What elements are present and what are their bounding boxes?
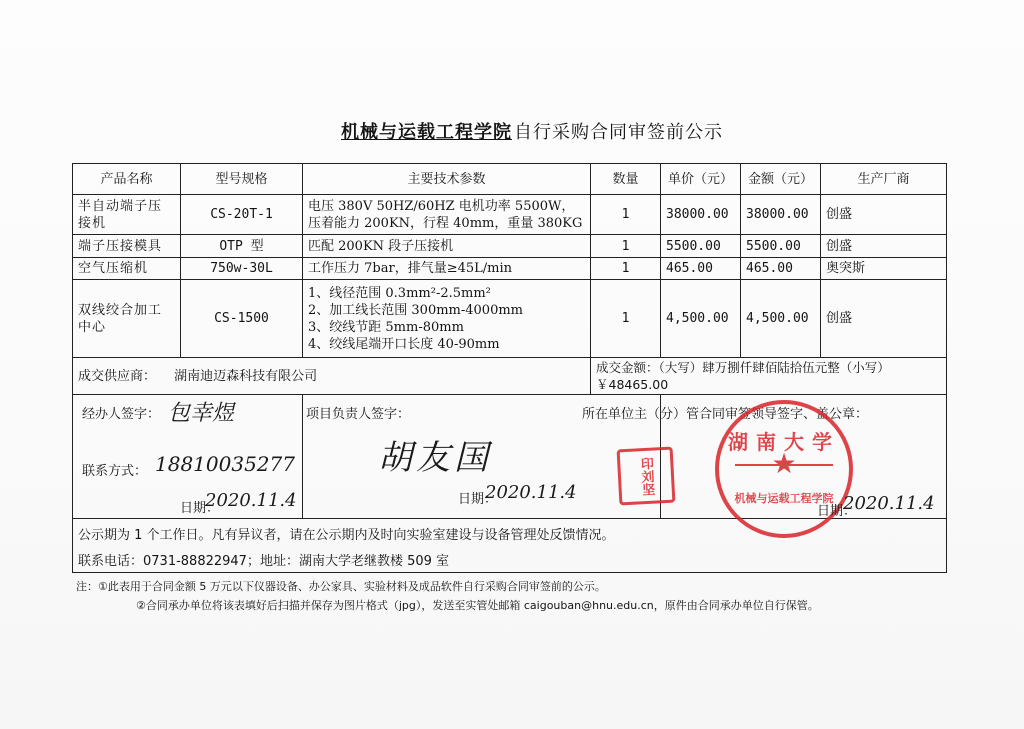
table-row [73, 280, 947, 358]
page-title [0, 118, 1024, 144]
contact-value: 18810035277 [155, 452, 295, 476]
supplier-label: 成交供应商： [78, 368, 157, 384]
unit-price: 465.00 [661, 258, 741, 280]
project-leader-signature: 胡友国 [378, 438, 492, 478]
model-spec: CS-20T-1 [181, 195, 303, 235]
amount: 38000.00 [741, 195, 821, 235]
amount: 465.00 [741, 258, 821, 280]
param-line: 4、绞线尾端开口长度 40-90mm [308, 336, 500, 352]
manufacturer: 创盛 [821, 195, 947, 235]
note-1: 注：①此表用于合同金额 5 万元以下仪器设备、办公家具、实验材料及成品软件自行采购合同审签前的公示。 [76, 580, 606, 593]
header-cell: 主要技术参数 [303, 164, 591, 195]
seal-line [735, 464, 833, 466]
tech-params [303, 280, 591, 358]
contact-label: 联系方式： [82, 464, 148, 479]
model-spec: 750w-30L [181, 258, 303, 280]
total-cell [591, 358, 947, 395]
product-name: 端子压接模具 [73, 235, 181, 258]
supplier-cell [73, 358, 591, 395]
date-label: 日期： [817, 504, 857, 519]
param-line: 2、加工线长范围 300mm-4000mm [308, 302, 524, 318]
header-cell: 生产厂商 [821, 164, 947, 195]
product-name: 半自动端子压接机 [73, 195, 181, 235]
model-spec: OTP 型 [181, 235, 303, 258]
product-name: 双线绞合加工中心 [73, 280, 181, 358]
tech-params: 匹配 200KN 段子压接机 [303, 235, 591, 258]
product-name: 空气压缩机 [73, 258, 181, 280]
date-label: 日期： [180, 501, 220, 516]
table-header-row [73, 164, 947, 195]
personal-seal-text: 印刘坚 [637, 456, 655, 496]
total-label: 成交金额： [596, 360, 659, 375]
supplier-name: 湖南迪迈森科技有限公司 [174, 368, 318, 384]
header-cell: 产品名称 [73, 164, 181, 195]
tech-params: 工作压力 7bar，排气量≥45L/min [303, 258, 591, 280]
table-row [73, 195, 947, 235]
manufacturer: 奥突斯 [821, 258, 947, 280]
unit-price: 5500.00 [661, 235, 741, 258]
personal-seal [617, 447, 676, 506]
supplier-row [73, 358, 947, 395]
seal-star-icon: ★ [771, 447, 797, 480]
amount: 5500.00 [741, 235, 821, 258]
quantity: 1 [591, 195, 661, 235]
notice-period: 公示期为 1 个工作日。凡有异议者，请在公示期内及时向实验室建设与设备管理处反馈情况。 [78, 528, 615, 543]
note-2: ②合同承办单位将该表填好后扫描并保存为图片格式（jpg），发送至实管处邮箱 caigouban@hnu.edu.cn，原件由合同承办单位自行保管。 [136, 599, 819, 612]
date-handler: 2020.11.4 [205, 490, 297, 511]
header-cell: 金额（元） [741, 164, 821, 195]
project-leader-label: 项目负责人签字： [306, 407, 411, 422]
seal-top-text: 湖南大学 [728, 430, 840, 454]
unit-price: 38000.00 [661, 195, 741, 235]
notice-contact: 联系电话：0731-88822947；地址：湖南大学老继教楼 509 室 [78, 554, 450, 569]
header-cell: 数量 [591, 164, 661, 195]
date-project: 2020.11.4 [485, 482, 577, 503]
unit-leader-label: 所在单位主（分）管合同审签领导签字、盖公章： [582, 407, 869, 422]
date-unit: 2020.11.4 [843, 493, 935, 514]
tech-params: 电压 380V 50HZ/60HZ 电机功率 5500W，压着能力 200KN，行程 40mm，重量 380KG [303, 195, 591, 235]
handler-label: 经办人签字： [82, 407, 161, 422]
amount: 4,500.00 [741, 280, 821, 358]
quantity: 1 [591, 258, 661, 280]
table-row [73, 258, 947, 280]
total-amount: （大写）肆万捌仟肆佰陆拾伍元整（小写）￥48465.00 [596, 360, 890, 392]
seal-bottom-text: 机械与运载工程学院 [734, 492, 834, 505]
param-line: 3、绞线节距 5mm-80mm [308, 319, 464, 335]
manufacturer: 创盛 [821, 280, 947, 358]
title-rest: 自行采购合同审签前公示 [514, 122, 723, 143]
header-cell: 型号规格 [181, 164, 303, 195]
quantity: 1 [591, 235, 661, 258]
table-row [73, 235, 947, 258]
unit-price: 4,500.00 [661, 280, 741, 358]
param-line: 1、线径范围 0.3mm²-2.5mm² [308, 285, 491, 301]
date-label: 日期： [458, 492, 498, 507]
handler-signature: 包幸煜 [168, 401, 235, 426]
header-cell: 单价（元） [661, 164, 741, 195]
manufacturer: 创盛 [821, 235, 947, 258]
quantity: 1 [591, 280, 661, 358]
model-spec: CS-1500 [181, 280, 303, 358]
title-org: 机械与运载工程学院 [341, 122, 512, 143]
